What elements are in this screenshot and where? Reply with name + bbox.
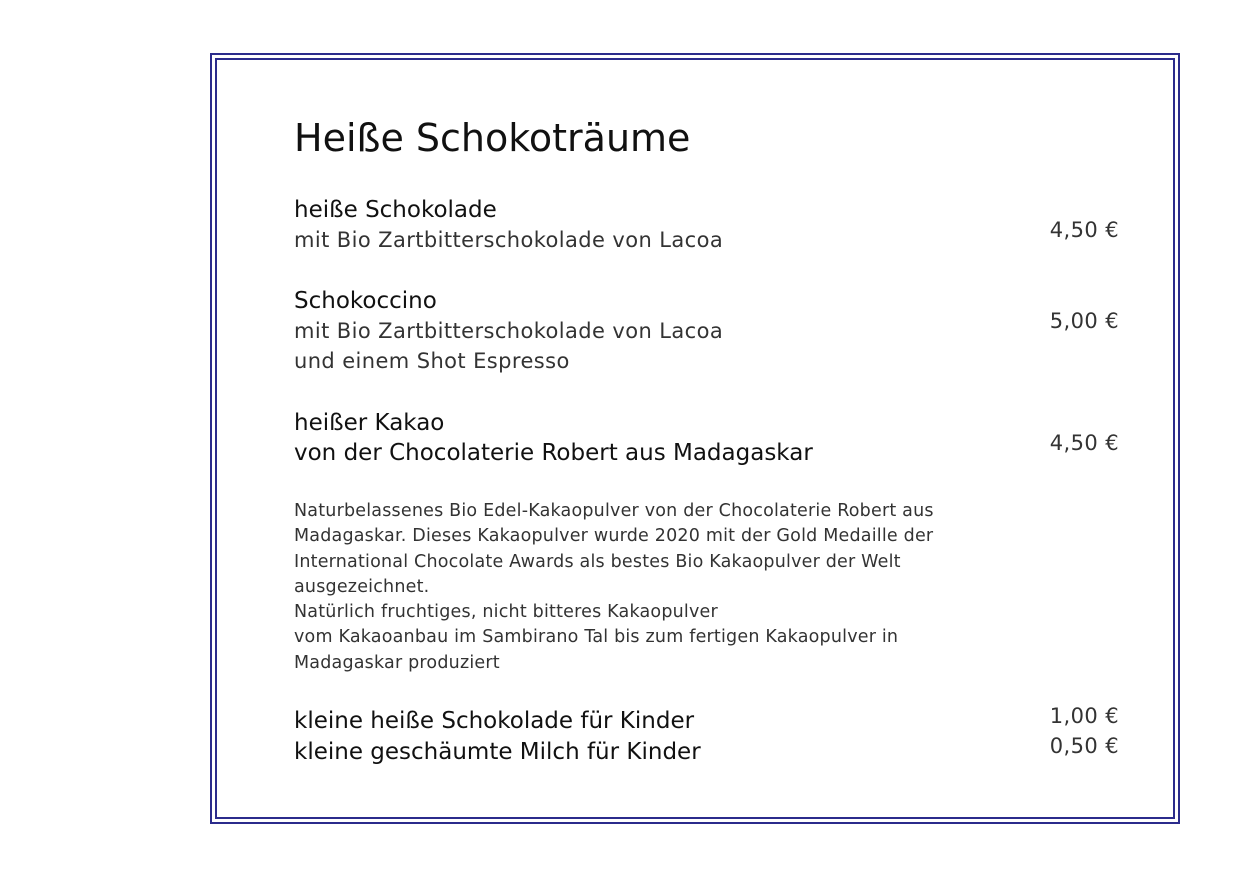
item-price-kinder-schokolade: 1,00 € [1049, 704, 1119, 728]
kakao-description-line: Madagaskar produziert [294, 652, 500, 673]
menu-title: Heiße Schokoträume [294, 116, 691, 160]
item-desc-schokoccino-line2: und einem Shot Espresso [294, 349, 570, 373]
menu-border-inner [215, 58, 1175, 819]
item-price-schokoccino: 5,00 € [1049, 309, 1119, 333]
item-desc-heisser-kakao: von der Chocolaterie Robert aus Madagaskar [294, 440, 813, 466]
kakao-description [294, 499, 1014, 676]
item-name-heisser-kakao: heißer Kakao [294, 410, 445, 436]
item-price-heisse-schokolade: 4,50 € [1049, 218, 1119, 242]
item-desc-schokoccino-line1: mit Bio Zartbitterschokolade von Lacoa [294, 319, 724, 343]
kakao-description-line: Naturbelassenes Bio Edel-Kakaopulver von der Chocolaterie Robert aus [294, 501, 934, 521]
kakao-description-line: International Chocolate Awards als bestes Bio Kakaopulver der Welt [294, 551, 901, 572]
kakao-description-line: Madagaskar. Dieses Kakaopulver wurde 2020 mit der Gold Medaille der [294, 526, 934, 547]
item-name-kinder-milch: kleine geschäumte Milch für Kinder [294, 739, 701, 765]
kakao-description-line: Natürlich fruchtiges, nicht bitteres Kakaopulver [294, 602, 718, 623]
item-name-heisse-schokolade: heiße Schokolade [294, 197, 497, 223]
kakao-description-line: ausgezeichnet. [294, 576, 430, 597]
item-price-heisser-kakao: 4,50 € [1049, 431, 1119, 455]
item-name-schokoccino: Schokoccino [294, 288, 437, 314]
item-name-kinder-schokolade: kleine heiße Schokolade für Kinder [294, 708, 695, 734]
kakao-description-line: vom Kakaoanbau im Sambirano Tal bis zum fertigen Kakaopulver in [294, 627, 899, 648]
item-desc-heisse-schokolade: mit Bio Zartbitterschokolade von Lacoa [294, 228, 724, 252]
item-price-kinder-milch: 0,50 € [1049, 734, 1119, 758]
